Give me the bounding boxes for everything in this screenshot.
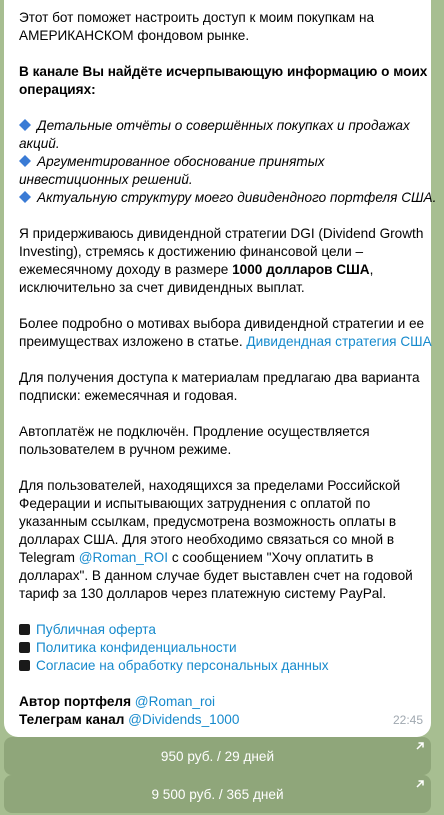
- channel-heading: [19, 63, 428, 99]
- foreign-payment-paragraph: Для пользователей, находящихся за пределами Российской Федерации и испытывающих затруднения с оплатой по указанным ссылкам, предусмотрена возможность оплаты в долларах США. Для этого необходимо связаться со мной в Telegram @Roman_ROI с сообщением "Хочу оплатить в долларах". В данном случае будет выставлен счет на годовой тариф за 130 долларов через платежную систему PayPal.: [19, 478, 413, 601]
- black-square-icon: [19, 660, 30, 671]
- contact-link[interactable]: @Roman_ROI: [78, 550, 169, 565]
- blue-diamond-icon: [19, 191, 31, 203]
- bullet-item: Аргументированное обоснование принятых: [19, 153, 421, 171]
- bullet-item: Актуальную структуру моего дивидендного портфеля США.: [19, 189, 421, 207]
- bullet-list: Детальные отчёты о совершённых покупках и продажах акций. Аргументированное обоснование принятых инвестиционных решений. Актуальную структуру моего дивидендного портфеля США.: [19, 118, 437, 205]
- article-link[interactable]: Дивидендная стратегия США: [246, 334, 432, 349]
- text-line: операциях:: [19, 82, 96, 97]
- yearly-subscription-button[interactable]: [4, 775, 431, 813]
- document-links: [19, 621, 421, 675]
- more-info-paragraph: Более подробно о мотивах выбора дивидендной стратегии и ее преимуществах изложено в статье. Дивидендная стратегия США: [19, 316, 432, 349]
- message-bubble: [4, 0, 437, 737]
- consent-link[interactable]: Согласие на обработку персональных данных: [36, 658, 329, 673]
- strategy-paragraph: Я придерживаюсь дивидендной стратегии DGI (Dividend Growth Investing), стремясь к достижению финансовой цели – ежемесячному доходу в размере 1000 долларов США, исключительно за счет дивидендных выплат.: [19, 226, 424, 295]
- blue-diamond-icon: [19, 155, 31, 167]
- button-label: 950 руб. / 29 дней: [160, 748, 275, 764]
- text-line: В канале Вы найдёте исчерпывающую информацию о моих: [19, 64, 428, 79]
- black-square-icon: [19, 642, 30, 653]
- blue-diamond-icon: [19, 119, 31, 131]
- privacy-link[interactable]: Политика конфиденциальности: [36, 640, 237, 655]
- bullet-item: Детальные отчёты о совершённых покупках и продажах: [19, 117, 421, 135]
- offer-link[interactable]: Публичная оферта: [36, 622, 156, 637]
- button-label: 9 500 руб. / 365 дней: [151, 786, 284, 802]
- text-line: Этот бот поможет настроить доступ к моим покупкам на: [19, 10, 375, 25]
- monthly-subscription-button[interactable]: [4, 737, 431, 775]
- external-arrow-icon: [415, 779, 425, 789]
- access-paragraph: Для получения доступа к материалам предлагаю два варианта подписки: ежемесячная и годовая.: [19, 370, 420, 403]
- text-line: АМЕРИКАНСКОМ фондовом рынке.: [19, 28, 250, 43]
- black-square-icon: [19, 624, 30, 635]
- intro-paragraph: [19, 9, 421, 45]
- author-link[interactable]: @Roman_roi: [134, 694, 216, 709]
- signature: Автор портфеля @Roman_roi Телеграм канал @Dividends_1000: [19, 694, 240, 727]
- message-time: 22:45: [392, 713, 423, 727]
- external-arrow-icon: [415, 741, 425, 751]
- autopay-paragraph: Автоплатёж не подключён. Продление осуществляется пользователем в ручном режиме.: [19, 424, 370, 457]
- channel-link[interactable]: @Dividends_1000: [128, 712, 240, 727]
- income-goal: 1000 долларов США: [232, 262, 370, 277]
